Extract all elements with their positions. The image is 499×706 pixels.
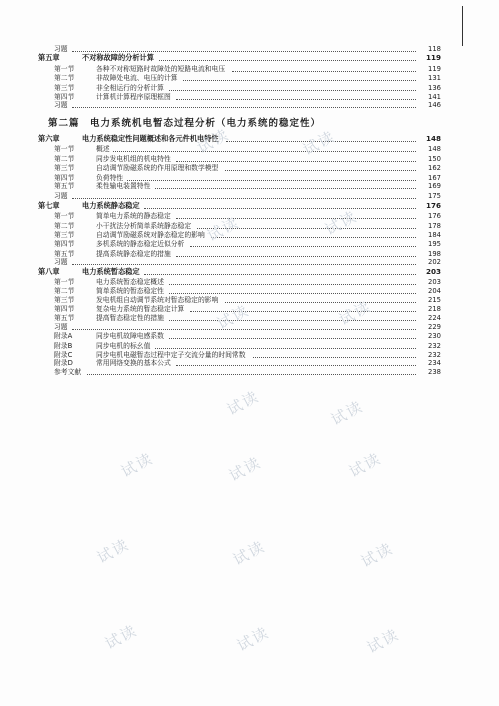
section-number: 第三节: [54, 84, 75, 92]
toc-entry-row: [38, 181, 441, 191]
leader-dots: [159, 59, 416, 61]
page-number: 230: [428, 332, 441, 340]
section-number: 习题: [54, 45, 68, 53]
section-title: 同步发电机组的机电特性: [96, 155, 171, 163]
leader-dots: [225, 301, 416, 303]
section-number: 第二节: [54, 222, 75, 230]
leader-dots: [87, 373, 416, 375]
chapter-title: 电力系统静态稳定: [82, 201, 140, 210]
watermark-stamp: 试读: [204, 213, 243, 245]
watermark-stamp: 试读: [300, 127, 339, 159]
toc-chapter-row: [38, 134, 441, 144]
section-title: 柔性输电装置特性: [96, 182, 151, 190]
leader-dots: [169, 89, 416, 91]
section-title: 概述: [96, 145, 110, 153]
section-title: 自动调节励磁系统对静态稳定的影响: [96, 231, 205, 239]
section-title: 复杂电力系统的暂态稳定计算: [96, 305, 185, 313]
section-title: 简单系统的暂态稳定性: [96, 287, 164, 295]
section-number: 第五节: [54, 182, 75, 190]
toc-chapter-row: [38, 267, 441, 277]
leader-dots: [169, 292, 416, 294]
page-number: 150: [428, 155, 441, 163]
leader-dots: [72, 263, 416, 265]
page-number: 131: [428, 74, 441, 82]
watermark-stamp: 试读: [346, 449, 385, 481]
section-title: 自动调节励磁系统的作用原理和数学模型: [96, 164, 219, 172]
page-number: 148: [428, 145, 441, 153]
leader-dots: [72, 328, 416, 330]
section-number: 参考文献: [54, 368, 82, 376]
page-number: 204: [428, 287, 441, 295]
page-number: 169: [428, 182, 441, 190]
page-number: 198: [428, 250, 441, 258]
leader-dots: [144, 273, 416, 275]
section-number: 习题: [54, 101, 68, 109]
chapter-title: 电力系统暂态稳定: [82, 267, 140, 276]
watermark-stamp: 试读: [118, 449, 157, 481]
leader-dots: [176, 364, 416, 366]
toc-entry-row: [38, 100, 441, 110]
watermark-stamp: 试读: [364, 625, 403, 657]
leader-dots: [155, 347, 416, 349]
toc-entry-row: [38, 239, 441, 249]
toc-entry-row: [38, 163, 441, 173]
section-title: 各种不对称短路时故障处的短路电流和电压: [96, 65, 226, 73]
page-number: 141: [428, 93, 441, 101]
section-title: 同步电机故障电感系数: [96, 332, 164, 340]
section-number: 第二节: [54, 287, 75, 295]
toc-entry-row: [38, 73, 441, 83]
page-number: 175: [428, 192, 441, 200]
section-number: 第一节: [54, 65, 75, 73]
section-number: 第四节: [54, 93, 75, 101]
section-number: 第一节: [54, 278, 75, 286]
leader-dots: [169, 319, 416, 321]
toc-entry-row: [38, 191, 441, 201]
part-heading: 第二篇 电力系统机电暂态过程分析（电力系统的稳定性）: [48, 118, 322, 129]
chapter-number: 第八章: [38, 267, 60, 276]
page-number: 215: [428, 296, 441, 304]
page-number: 232: [428, 342, 441, 350]
section-number: 第四节: [54, 240, 75, 248]
leader-dots: [169, 337, 416, 339]
section-number: 第二节: [54, 74, 75, 82]
section-title: 简单电力系统的静态稳定: [96, 212, 171, 220]
chapter-number: 第五章: [38, 53, 60, 62]
page-number: 203: [425, 267, 441, 276]
leader-dots: [113, 150, 416, 152]
page-number: 176: [425, 201, 441, 210]
leader-dots: [190, 245, 416, 247]
section-title: 计算机计算程序原理框图: [96, 93, 171, 101]
leader-dots: [176, 160, 416, 162]
page-number: 167: [428, 174, 441, 182]
section-number: 第五节: [54, 250, 75, 258]
section-number: 第三节: [54, 231, 75, 239]
section-title: 提高暂态稳定性的措施: [96, 314, 164, 322]
watermark-stamp: 试读: [226, 453, 265, 485]
leader-dots: [169, 283, 416, 285]
page-number: 232: [428, 351, 441, 359]
section-title: 发电机组自动调节系统对暂态稳定的影响: [96, 296, 219, 304]
leader-dots: [211, 236, 416, 238]
section-number: 第二节: [54, 155, 75, 163]
toc-chapter-row: [38, 53, 441, 63]
page-number: 178: [428, 222, 441, 230]
page-number: 136: [428, 84, 441, 92]
section-title: 同步电机的标幺值: [96, 342, 151, 350]
page-number: 234: [428, 359, 441, 367]
toc-entry-row: [38, 211, 441, 221]
watermark-stamp: 试读: [102, 621, 141, 653]
toc-entry-row: [38, 367, 441, 377]
section-number: 第三节: [54, 164, 75, 172]
leader-dots: [225, 169, 416, 171]
section-number: 附录A: [54, 332, 73, 340]
watermark-stamp: 试读: [322, 207, 361, 239]
section-title: 非全相运行的分析计算: [96, 84, 164, 92]
page-number: 162: [428, 164, 441, 172]
section-title: 负荷特性: [96, 174, 124, 182]
chapter-title: 电力系统稳定性问题概述和各元件机电特性: [82, 134, 219, 143]
leader-dots: [183, 79, 416, 81]
watermark-stamp: 试读: [336, 297, 375, 329]
page-number: 224: [428, 314, 441, 322]
chapter-number: 第六章: [38, 134, 60, 143]
section-title: 电力系统暂态稳定概述: [96, 278, 164, 286]
page-number: 119: [428, 65, 441, 73]
leader-dots: [232, 70, 416, 72]
watermark-stamp: 试读: [234, 623, 273, 655]
watermark-stamp: 试读: [224, 387, 263, 419]
page-number: 184: [428, 231, 441, 239]
leader-dots: [72, 106, 416, 108]
section-number: 习题: [54, 258, 68, 266]
section-number: 第四节: [54, 174, 75, 182]
leader-dots: [144, 207, 416, 209]
leader-dots: [176, 217, 416, 219]
chapter-number: 第七章: [38, 201, 60, 210]
section-title: 小干扰法分析简单系统静态稳定: [96, 222, 192, 230]
section-title: 提高系统静态稳定的措施: [96, 250, 171, 258]
page-number: 118: [428, 45, 441, 53]
watermark-stamp: 试读: [194, 125, 233, 157]
chapter-title: 不对称故障的分析计算: [82, 53, 154, 62]
page-number: 229: [428, 323, 441, 331]
page-number: 218: [428, 305, 441, 313]
page-number: 195: [428, 240, 441, 248]
toc-chapter-row: [38, 201, 441, 211]
watermark-stamp: 试读: [358, 539, 397, 571]
toc-entry-row: [38, 144, 441, 154]
section-title: 非故障处电流、电压的计算: [96, 74, 178, 82]
watermark-stamp: 试读: [214, 301, 253, 333]
section-number: 第三节: [54, 296, 75, 304]
section-number: 第一节: [54, 145, 75, 153]
page-number: 203: [428, 278, 441, 286]
section-number: 习题: [54, 323, 68, 331]
page-number: 238: [428, 368, 441, 376]
section-number: 附录C: [54, 351, 73, 359]
section-number: 第四节: [54, 305, 75, 313]
section-number: 习题: [54, 192, 68, 200]
toc-entry-row: [38, 257, 441, 267]
page-number: 119: [425, 53, 441, 62]
margin-rule: [462, 6, 463, 46]
page-number: 176: [428, 212, 441, 220]
section-number: 第五节: [54, 314, 75, 322]
section-number: 附录D: [54, 359, 73, 367]
page-number: 202: [428, 258, 441, 266]
section-title: 多机系统的静态稳定近似分析: [96, 240, 185, 248]
section-title: 常用网络变换的基本公式: [96, 359, 171, 367]
toc-entry-row: [38, 331, 441, 341]
watermark-stamp: 试读: [94, 535, 133, 567]
leader-dots: [72, 50, 416, 52]
watermark-stamp: 试读: [230, 537, 269, 569]
page-number: 146: [428, 101, 441, 109]
page-number: 148: [425, 134, 441, 143]
section-title: 同步电机电磁暂态过程中定子交流分量的时间常数: [96, 351, 246, 359]
watermark-stamp: 试读: [328, 397, 367, 429]
leader-dots: [72, 197, 416, 199]
section-number: 第一节: [54, 212, 75, 220]
leader-dots: [155, 187, 416, 189]
section-number: 附录B: [54, 342, 73, 350]
